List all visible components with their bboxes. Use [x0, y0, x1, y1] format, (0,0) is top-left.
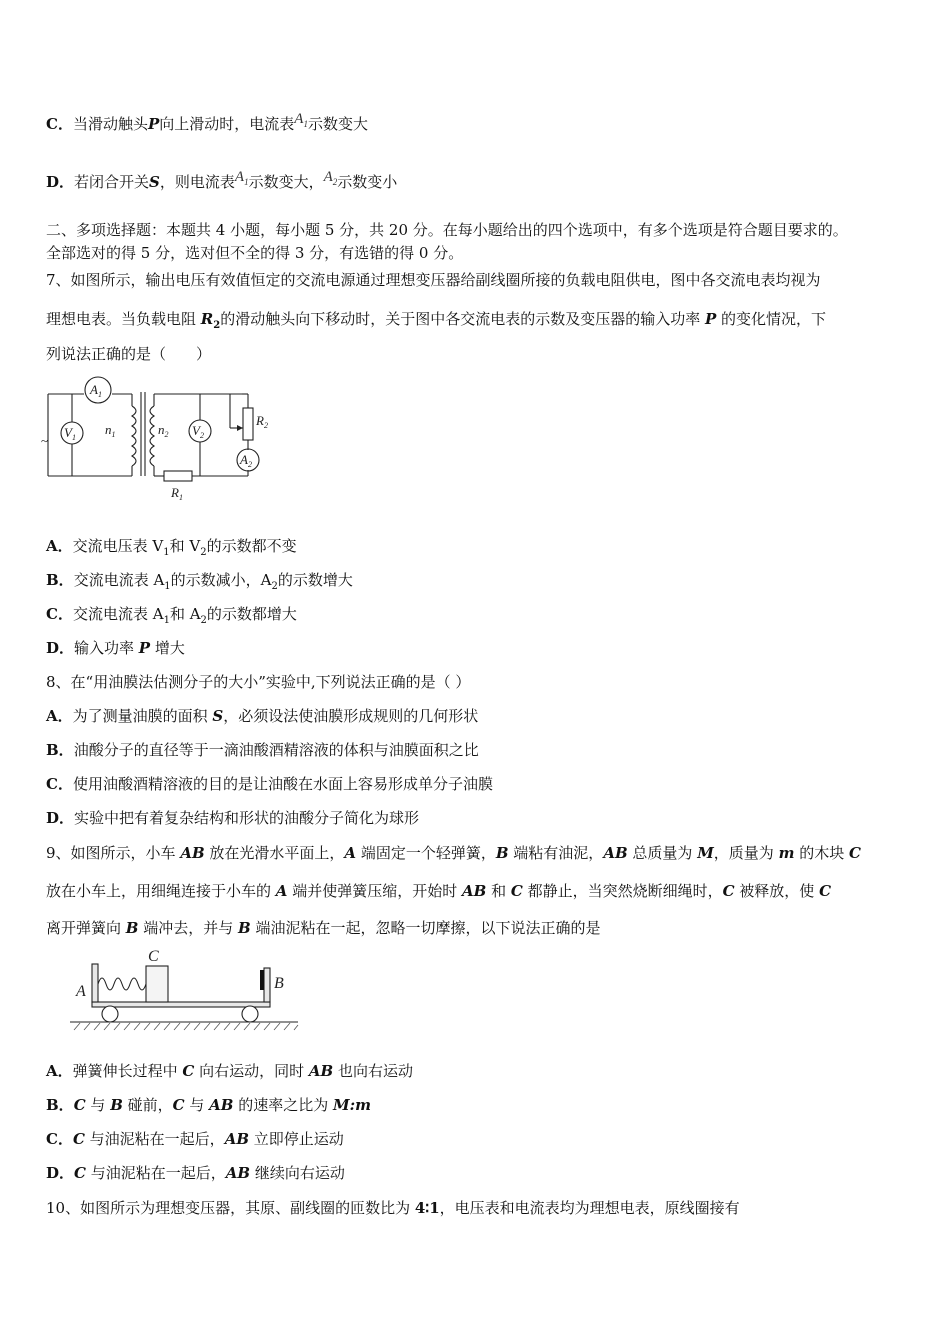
math-symbol: A [344, 844, 357, 862]
svg-text:A: A [76, 983, 86, 1000]
text-segment: 离开弹簧向 [46, 919, 126, 937]
text-segment: 总质量为 [627, 844, 698, 862]
q6-option-d: D．若闭合开关S，则电流表$A_1$示数变大，$A_2$示数变小 [46, 169, 398, 191]
section2-line2: 全部选对的得 5 分，选对但不全的得 3 分，有选错的得 0 分。 [46, 244, 464, 262]
svg-text:R1: $R_1$ [171, 485, 183, 502]
ammeter-a1-symbol: $A_1$ [294, 111, 308, 129]
svg-text:C: C [148, 948, 159, 965]
section2-line1: 二、多项选择题：本题共 4 小题，每小题 5 分，共 20 分。在每小题给出的四个选项中，有多个选项是符合题目要求的。 [46, 221, 848, 239]
text-segment: 端粘有油泥， [508, 844, 604, 862]
transformer-circuit-diagram [40, 372, 280, 504]
q9-stem-line1 [46, 842, 861, 864]
q8-option-b: B．油酸分子的直径等于一滴油酸酒精溶液的体积与油膜面积之比 [46, 741, 479, 759]
text-segment: 9、如图所示，小车 [46, 844, 181, 862]
svg-text:n1: $n_1$ [105, 422, 116, 439]
q9-option-b: B．C 与 B 碰前，C 与 AB 的速率之比为 M:m [46, 1096, 372, 1114]
text-segment: 和 [486, 882, 511, 900]
math-symbol: C [849, 844, 861, 862]
q7-option-d: D．输入功率 P 增大 [46, 639, 185, 657]
math-symbol: M [697, 844, 714, 862]
q9-option-c: C．C 与油泥粘在一起后，AB 立即停止运动 [46, 1130, 344, 1148]
q10-stem: 10、如图所示为理想变压器，其原、副线圈的匝数比为 4∶1，电压表和电流表均为理想电表，原线圈接有 [46, 1199, 740, 1217]
cart-spring-diagram [66, 944, 302, 1036]
q9-stem-line2 [46, 880, 831, 902]
math-symbol: B [238, 919, 251, 937]
q7-option-c: C．交流电流表 $A_1$和 $A_2$的示数都增大 [46, 605, 297, 626]
q7-stem-line3: 列说法正确的是（ ） [46, 345, 212, 363]
q8-stem: 8、在“用油膜法估测分子的大小”实验中,下列说法正确的是（ ） [46, 673, 471, 691]
q9-option-d: D．C 与油泥粘在一起后，AB 继续向右运动 [46, 1164, 345, 1182]
q6-option-c: C．当滑动触头P向上滑动时，电流表$A_1$示数变大 [46, 111, 368, 133]
text-segment: ，质量为 [713, 844, 779, 862]
math-symbol: B [495, 844, 509, 862]
svg-text:R2: $R_2$ [256, 413, 268, 430]
svg-text:B: B [274, 975, 284, 992]
text-segment: 放在小车上，用细绳连接于小车的 [46, 882, 276, 900]
svg-text:V2: $V_2$ [192, 423, 204, 440]
text-segment: 端油泥粘在一起，忽略一切摩擦，以下说法正确的是 [250, 919, 601, 937]
math-symbol: C [819, 882, 832, 900]
q7-stem-line2: 理想电表。当负载电阻 $R_2$的滑动触头向下移动时，关于图中各交流电表的示数及变压器的输入功率 P 的变化情况，下 [46, 310, 827, 331]
q7-option-a: A．交流电压表 $V_1$和 $V_2$的示数都不变 [46, 537, 297, 558]
ammeter-a1-symbol: $A_1$ [234, 169, 249, 187]
q8-option-d: D．实验中把有着复杂结构和形状的油酸分子简化为球形 [46, 809, 420, 827]
ammeter-a2-symbol: $A_2$ [323, 169, 338, 187]
q7-option-b: B．交流电流表 $A_1$的示数减小，$A_2$的示数增大 [46, 571, 353, 592]
q8-option-a: A．为了测量油膜的面积 S，必须设法使油膜形成规则的几何形状 [46, 707, 479, 725]
math-symbol: B [125, 919, 139, 937]
text-segment: 端固定一个轻弹簧， [356, 844, 496, 862]
text-segment: 都静止，当突然烧断细绳时， [522, 882, 723, 900]
text-segment: 被释放，使 [734, 882, 820, 900]
math-symbol: AB [461, 882, 487, 900]
text-segment: 放在光滑水平面上， [204, 844, 345, 862]
math-symbol: AB [180, 844, 205, 862]
svg-text:n2: $n_2$ [158, 422, 169, 439]
math-symbol: A [275, 882, 288, 900]
svg-text:V1: $V_1$ [64, 425, 76, 442]
svg-text:A2: $A_2$ [240, 452, 252, 469]
q9-stem-line3 [46, 917, 600, 939]
text-segment: 的木块 [794, 844, 849, 862]
svg-text:~: ~ [41, 433, 49, 448]
math-symbol: C [510, 882, 523, 900]
text-segment: 端并使弹簧压缩，开始时 [287, 882, 462, 900]
q7-stem-line1: 7、如图所示，输出电压有效值恒定的交流电源通过理想变压器给副线圈所接的负载电阻供电，图中各交流电表均视为 [46, 271, 821, 289]
math-symbol: C [722, 882, 735, 900]
text-segment: 端冲去，并与 [138, 919, 239, 937]
svg-text:A1: $A_1$ [90, 382, 102, 399]
math-symbol: AB [603, 844, 628, 862]
q9-option-a: A．弹簧伸长过程中 C 向右运动，同时 AB 也向右运动 [46, 1062, 414, 1080]
q8-option-c: C．使用油酸酒精溶液的目的是让油酸在水面上容易形成单分子油膜 [46, 775, 493, 793]
math-symbol: m [778, 844, 795, 862]
